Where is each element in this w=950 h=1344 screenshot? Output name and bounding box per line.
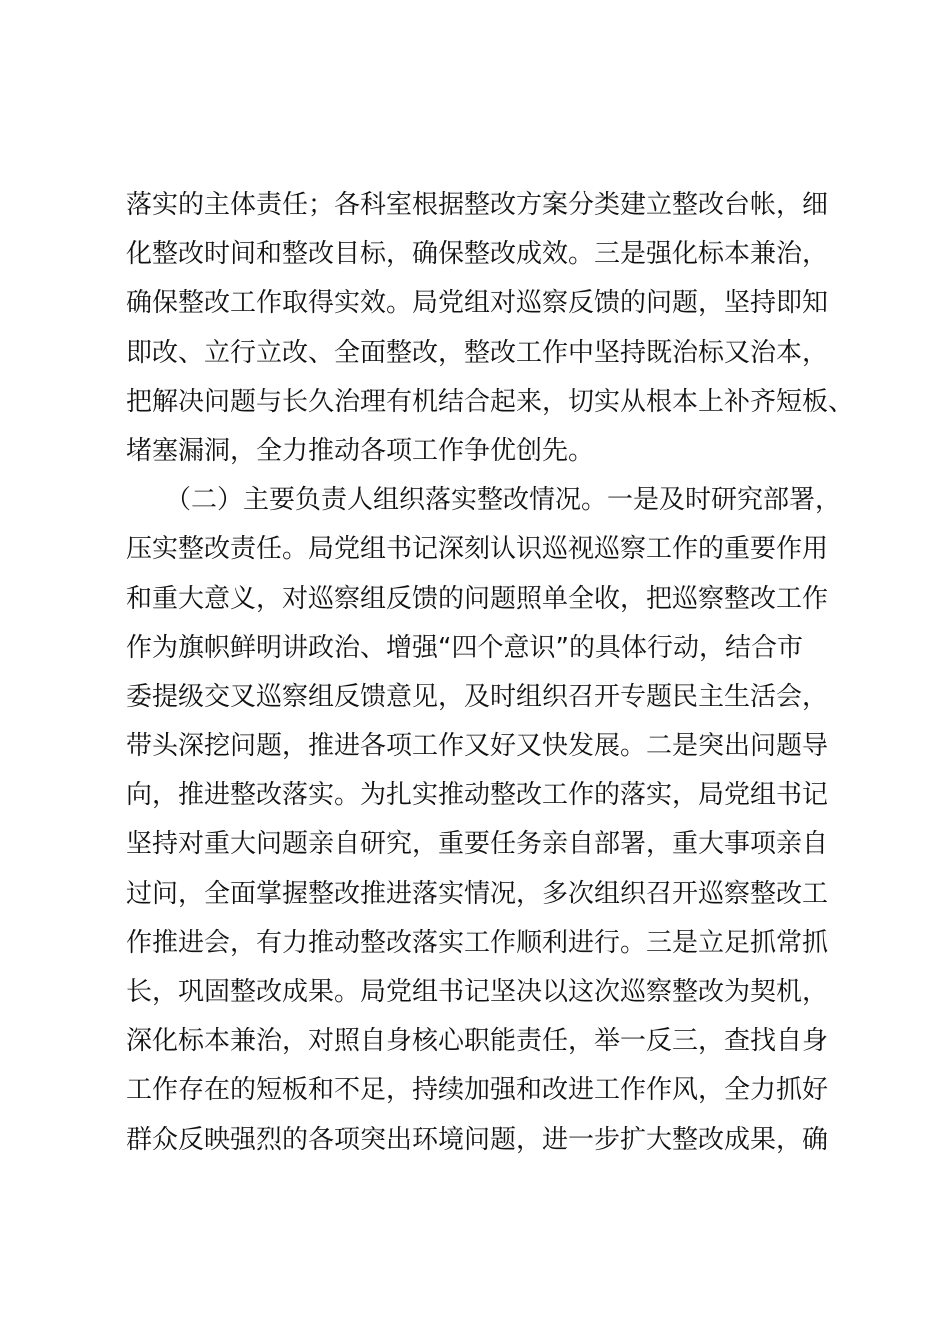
text-line: 带头深挖问题，推进各项工作又好又快发展。二是突出问题导	[126, 731, 829, 762]
text-line: 过问，全面掌握整改推进落实情况，多次组织召开巡察整改工	[126, 878, 829, 909]
body-text	[126, 181, 866, 1165]
text-line: 作推进会，有力推动整改落实工作顺利进行。三是立足抓常抓	[126, 927, 829, 958]
text-line: （二）主要负责人组织落实整改情况。一是及时研究部署，	[126, 485, 842, 516]
text-line: 向，推进整改落实。为扎实推动整改工作的落实，局党组书记	[126, 780, 829, 811]
text-line: 深化标本兼治，对照自身核心职能责任，举一反三，查找自身	[126, 1026, 829, 1057]
text-line: 长，巩固整改成果。局党组书记坚决以这次巡察整改为契机，	[126, 977, 829, 1007]
text-line: 堵塞漏洞，全力推动各项工作争优创先。	[126, 435, 595, 466]
text-line: 压实整改责任。局党组书记深刻认识巡视巡察工作的重要作用	[126, 534, 829, 565]
text-line: 即改、立行立改、全面整改，整改工作中坚持既治标又治本，	[126, 337, 829, 368]
text-line: 把解决问题与长久治理有机结合起来，切实从根本上补齐短板、	[126, 386, 855, 417]
text-line: 群众反映强烈的各项突出环境问题，进一步扩大整改成果，确	[126, 1124, 829, 1155]
text-line: 化整改时间和整改目标，确保整改成效。三是强化标本兼治，	[126, 239, 829, 270]
text-line: 委提级交叉巡察组反馈意见，及时组织召开专题民主生活会，	[126, 681, 829, 712]
text-line: 确保整改工作取得实效。局党组对巡察反馈的问题，坚持即知	[126, 288, 829, 319]
text-line: 落实的主体责任；各科室根据整改方案分类建立整改台帐，细	[126, 190, 829, 220]
text-line: 工作存在的短板和不足，持续加强和改进工作作风，全力抓好	[126, 1075, 829, 1106]
text-line: 和重大意义，对巡察组反馈的问题照单全收，把巡察整改工作	[126, 583, 829, 614]
text-line: 作为旗帜鲜明讲政治、增强“四个意识”的具体行动，结合市	[126, 632, 803, 663]
text-line: 坚持对重大问题亲自研究，重要任务亲自部署，重大事项亲自	[126, 829, 829, 860]
